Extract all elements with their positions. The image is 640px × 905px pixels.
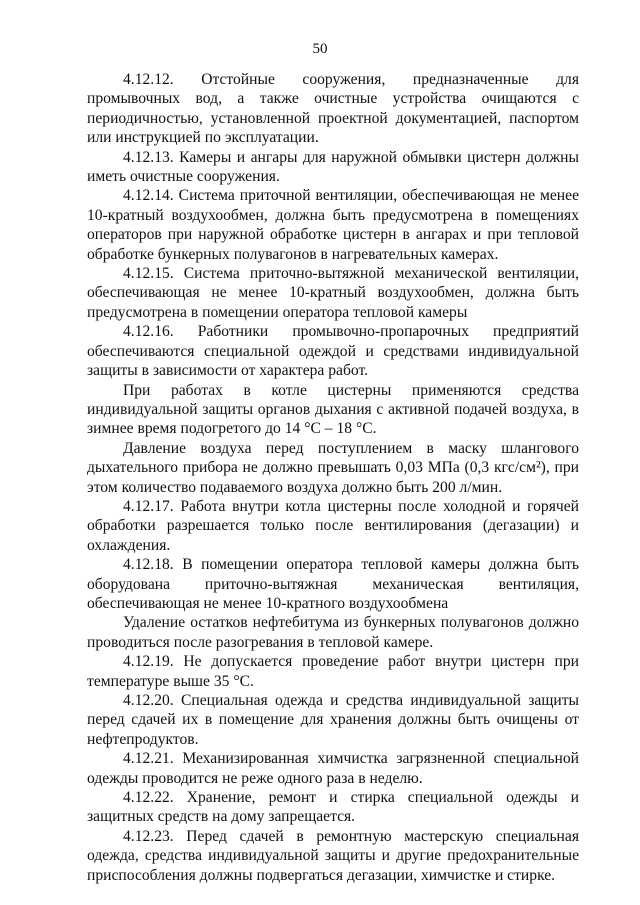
paragraph-4-12-22: 4.12.22. Хранение, ремонт и стирка специальной одежды и защитных средств на дому запрещается. — [87, 789, 579, 826]
document-body — [87, 70, 579, 885]
paragraph-4-12-16: 4.12.16. Работники промывочно-пропарочных предприятий обеспечиваются специальной одеждой и средствами индивидуальной защиты в зависимости от характера работ. — [87, 323, 579, 380]
paragraph-4-12-21: 4.12.21. Механизированная химчистка загрязненной специальной одежды проводится не реже одного раза в неделю. — [87, 750, 579, 787]
paragraph-4-12-15: 4.12.15. Система приточно-вытяжной механической вентиляции, обеспечивающая не менее 10-кратный воздухообмен, должна быть предусмотрена в помещении оператора тепловой камеры — [87, 265, 579, 321]
paragraph-bitumen-removal: Удаление остатков нефтебитума из бункерных полувагонов должно проводиться после разогревания в тепловой камере. — [87, 614, 579, 651]
paragraph-4-12-20: 4.12.20. Специальная одежда и средства индивидуальной защиты перед сдачей их в помещение для хранения должны быть очищены от нефтепродуктов. — [87, 692, 579, 748]
paragraph-4-12-19: 4.12.19. Не допускается проведение работ внутри цистерн при температуре выше 35 °С. — [87, 653, 579, 690]
paragraph-4-12-18: 4.12.18. В помещении оператора тепловой камеры должна быть оборудована приточно-вытяжная механическая вентиляция, обеспечивающая не менее 10-кратного воздухообмена — [87, 556, 579, 612]
paragraph-4-12-23: 4.12.23. Перед сдачей в ремонтную мастерскую специальная одежда, средства индивидуальной защиты и другие предохранительные приспособления должны подвергаться дегазации, химчистке и стирке. — [87, 827, 579, 884]
paragraph-4-12-17: 4.12.17. Работа внутри котла цистерны после холодной и горячей обработки разрешается только после вентилирования (дегазации) и охлаждения. — [87, 497, 579, 554]
page-number: 50 — [312, 41, 328, 57]
paragraph-4-12-12: 4.12.12. Отстойные сооружения, предназначенные для промывочных вод, а также очистные устройства очищаются с периодичностью, установленной проектной документацией, паспортом или инструкцией по эксплуатации. — [87, 71, 579, 147]
paragraph-4-12-14: 4.12.14. Система приточной вентиляции, обеспечивающая не менее 10-кратный воздухообмен, должна быть предусмотрена в помещениях операторов при наружной обработке цистерн в ангарах и при тепловой обработке бункерных полувагонов в нагревательных камерах. — [87, 187, 579, 263]
paragraph-breathing-protection: При работах в котле цистерны применяются средства индивидуальной защиты органов дыхания с активной подачей воздуха, в зимнее время подогретого до 14 °С – 18 °С. — [87, 381, 579, 438]
paragraph-4-12-13: 4.12.13. Камеры и ангары для наружной обмывки цистерн должны иметь очистные сооружения. — [87, 148, 579, 186]
paragraph-air-pressure: Давление воздуха перед поступлением в маску шлангового дыхательного прибора не должно превышать 0,03 МПа (0,3 кгс/см²), при этом количество подаваемого воздуха должно быть 200 л/мин. — [87, 439, 579, 496]
